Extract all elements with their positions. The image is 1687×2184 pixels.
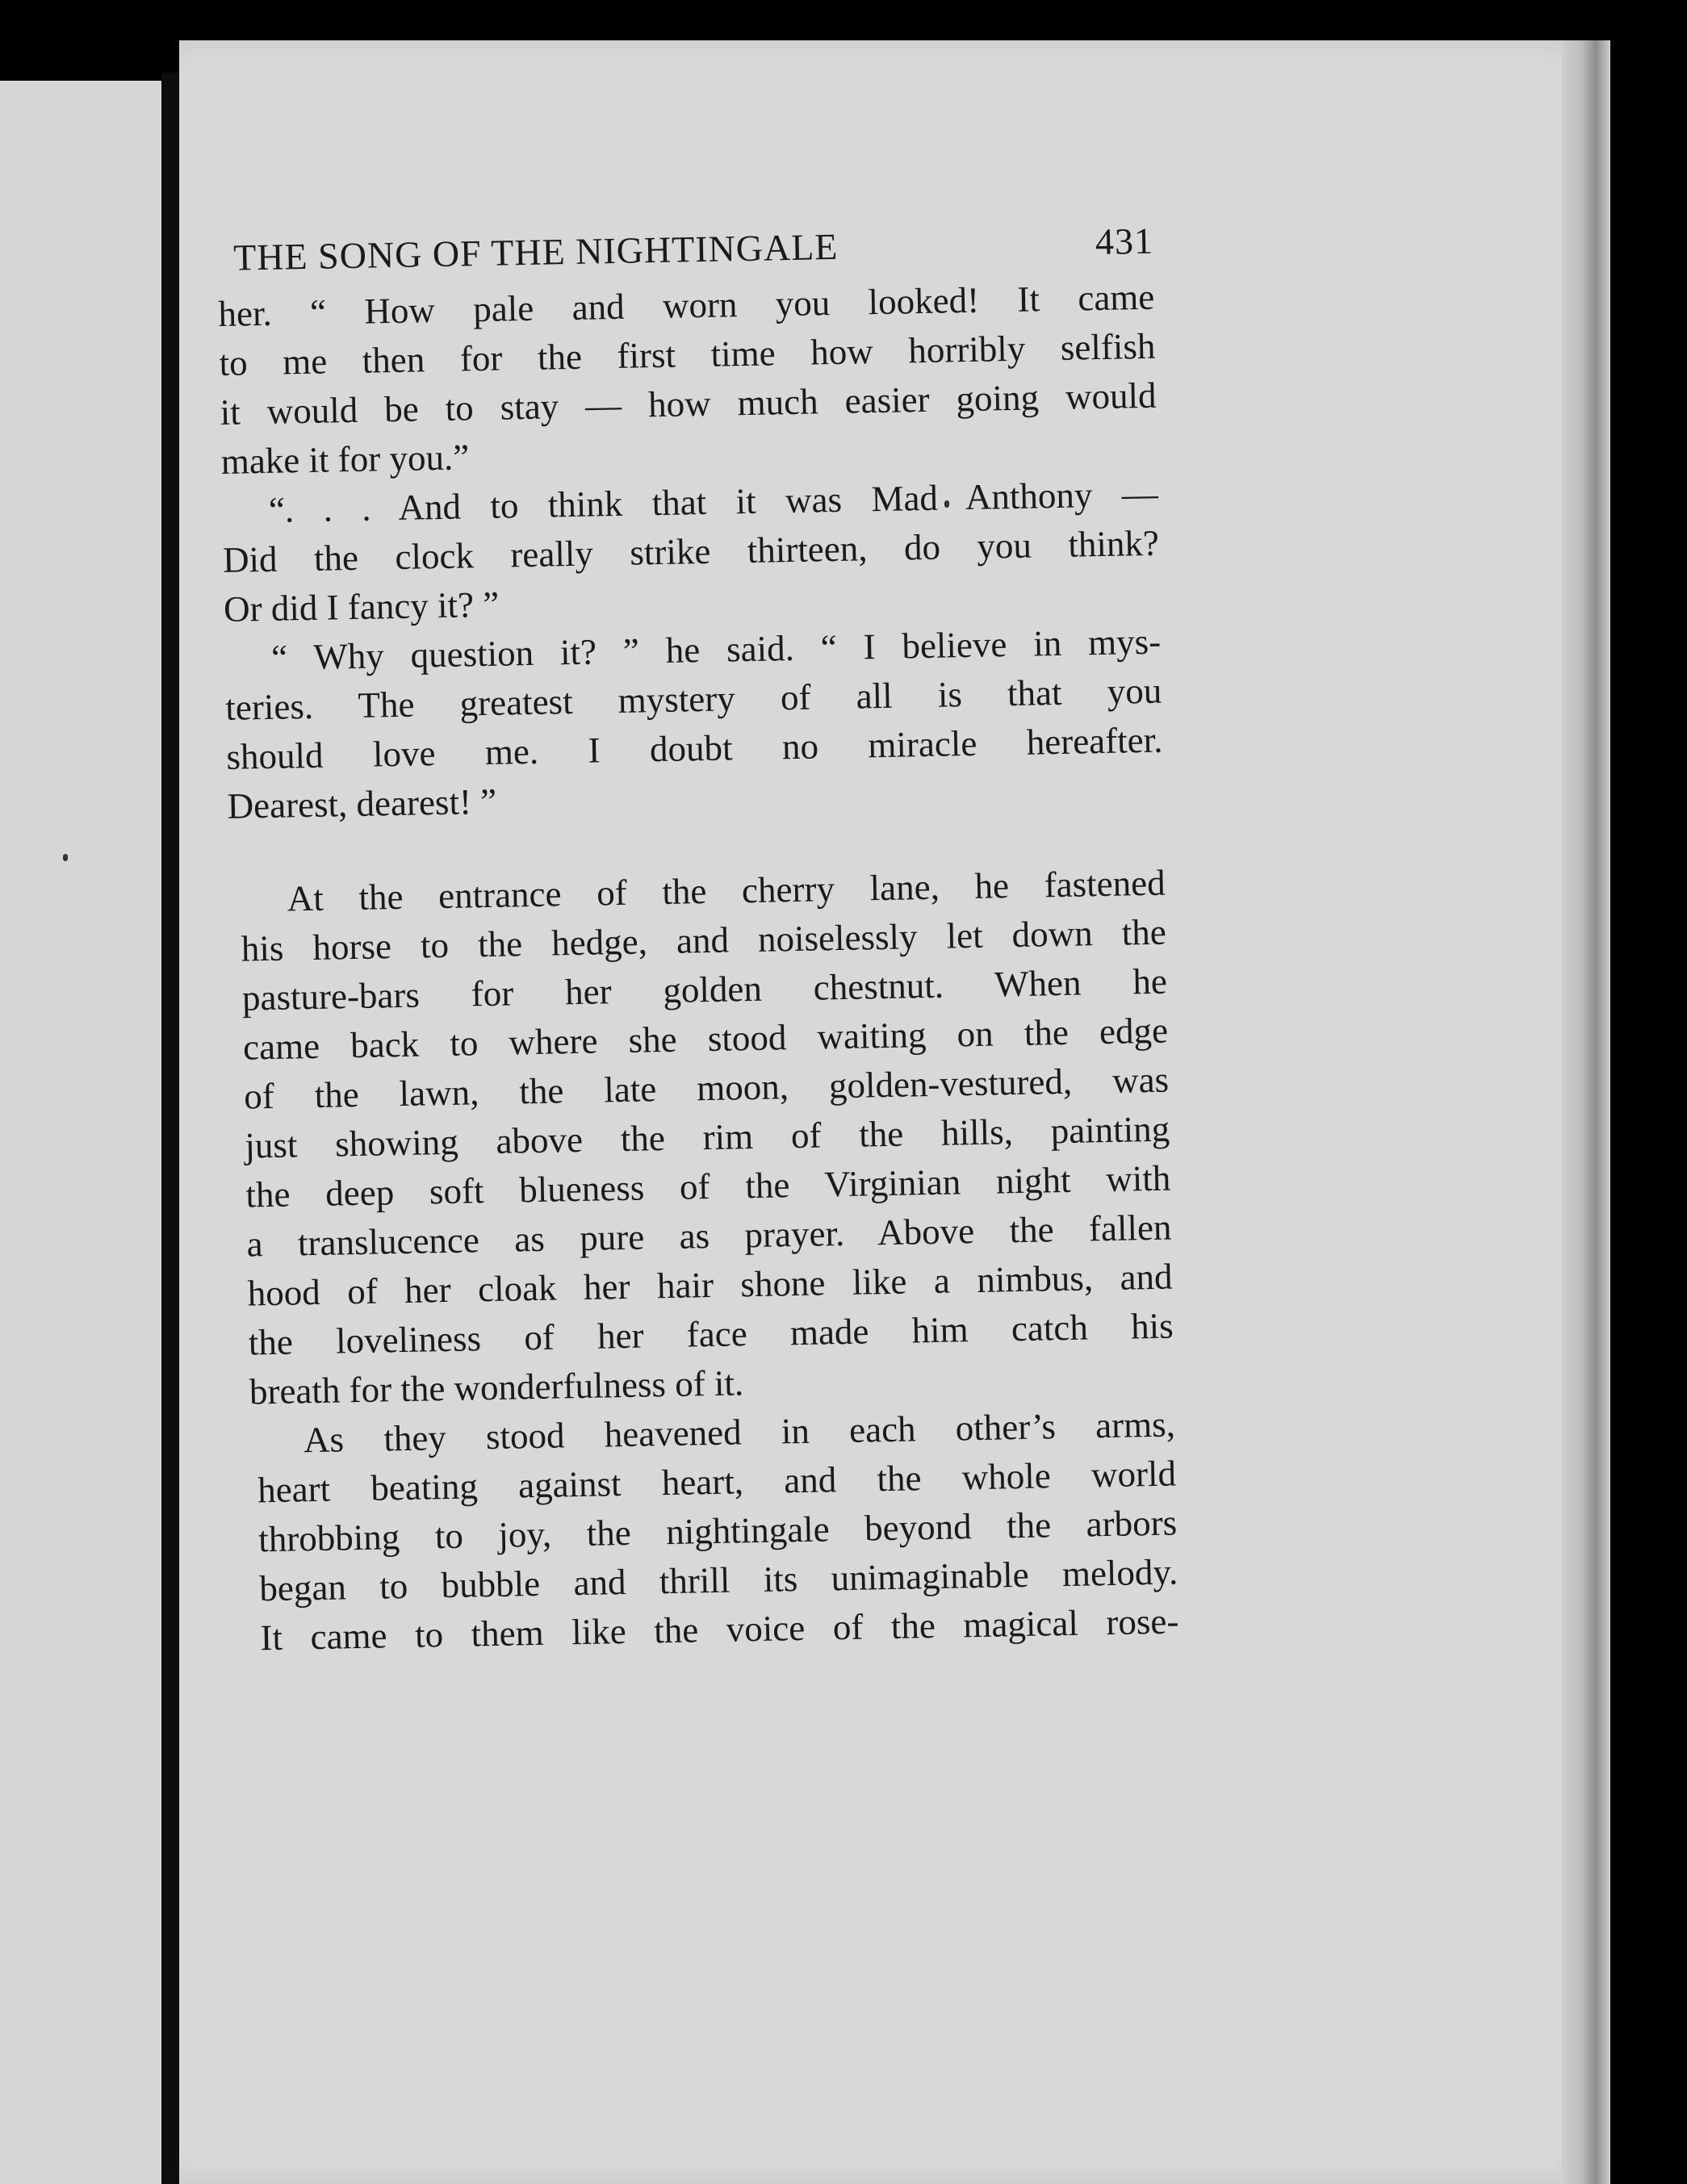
text-line: to me then for the first time how horribly selfish [219,325,1156,383]
text-line: make it for you.” [220,437,470,482]
text-line: the deep soft blueness of the Virginian night with [245,1157,1171,1215]
text-line: came back to where she stood waiting on the edge [242,1010,1169,1068]
text-line: his horse to the hedge, and noiselessly let down the [241,911,1167,969]
text-line: began to bubble and thrill its unimaginable melody. [258,1551,1178,1609]
text-line: hood of her cloak her hair shone like a nimbus, and [247,1256,1173,1314]
text-line: just showing above the rim of the hills, painting [244,1108,1170,1166]
text-line: should love me. I doubt no miracle hereafter. [226,719,1163,777]
running-title: THE SONG OF THE NIGHTINGALE [232,225,839,278]
facing-page-edge [0,81,161,2184]
text-line: a translucence as pure as prayer. Above the fallen [246,1207,1172,1265]
page-number: 431 [1095,220,1154,263]
text-line: the loveliness of her face made him catch his [248,1305,1174,1363]
book-gutter [161,73,179,2184]
text-line: “ Why question it? ” he said. “ I believe in mys- [270,621,1162,678]
text-line: her. “ How pale and worn you looked! It came [217,276,1155,334]
text-line: Or did I fancy it? ” [223,584,500,630]
running-head [216,189,1154,287]
page-text [216,189,1179,1663]
paragraph [218,273,1157,487]
text-line: it would be to stay — how much easier going would [220,374,1157,433]
text-line: throbbing to joy, the nightingale beyond the arbors [257,1502,1178,1560]
text-line: breath for the wonderfulness of it. [249,1362,744,1412]
text-line: pasture-bars for her golden chestnut. When he [241,960,1168,1019]
text-line: As they stood heavened in each other’s arms, [303,1404,1176,1461]
text-line: Did the clock really strike thirteen, do you think? [222,522,1160,580]
text-line: At the entrance of the cherry lane, he fastened [287,862,1166,919]
text-line: Dearest, dearest! ” [227,780,497,826]
text-line: teries. The greatest mystery of all is that you [224,670,1162,728]
page-edge-shadow [1562,40,1610,2184]
text-line: It came to them like the voice of the magical rose- [260,1600,1179,1659]
text-line: heart beating against heart, and the whole world [257,1453,1177,1511]
text-line: of the lawn, the late moon, golden-vestured, was [243,1059,1170,1117]
paragraph [240,859,1174,1417]
text-line: “. . . And to think that it was Mad Anthony — [268,473,1159,530]
paragraph [221,470,1160,634]
paragraph [257,1400,1179,1663]
scan-speck [63,854,68,861]
paragraph [224,617,1164,831]
